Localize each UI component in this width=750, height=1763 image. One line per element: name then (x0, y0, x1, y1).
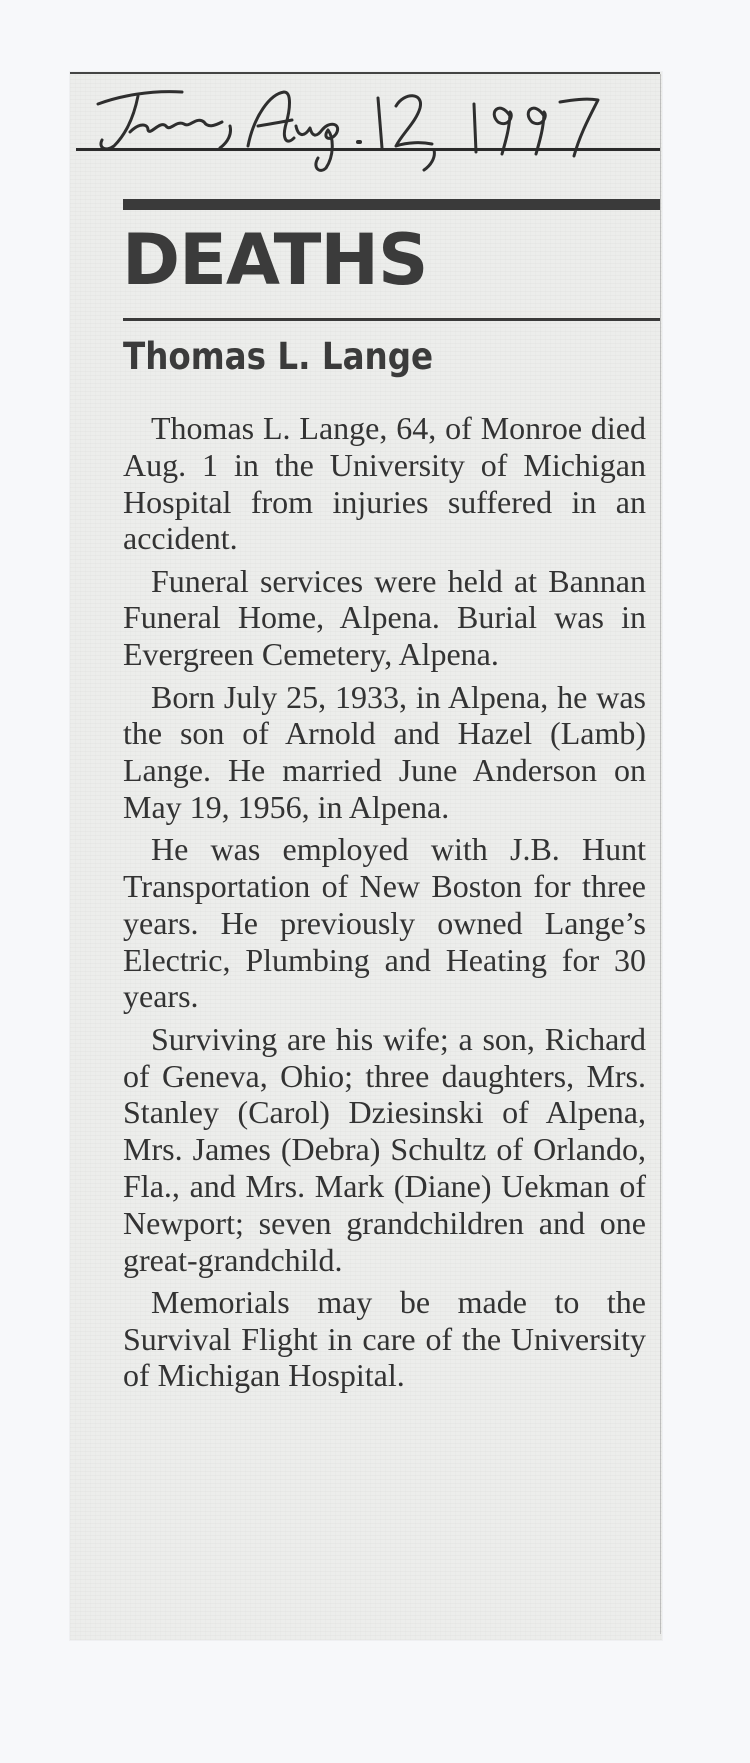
date-underline (76, 148, 660, 151)
heading-rule-bottom (123, 318, 660, 321)
obituary-paragraph-death: Thomas L. Lange, 64, of Monroe died Aug. 1 in the University of Michigan Hospital from injuries suffered in an accident. (123, 410, 646, 557)
clipping-right-edge (660, 74, 661, 1634)
obituary-paragraph-career: He was employed with J.B. Hunt Transportation of New Boston for three years. He previously owned Lange’s Electric, Plumbing and Heating for 30 years. (123, 831, 646, 1015)
handwritten-date-signature (90, 76, 610, 172)
heading-rule-top (123, 199, 660, 210)
section-heading: DEATHS (122, 219, 428, 301)
obituary-name-heading: Thomas L. Lange (123, 335, 434, 378)
obituary-body (123, 410, 646, 1400)
obituary-paragraph-birth: Born July 25, 1933, in Alpena, he was the son of Arnold and Hazel (Lamb) Lange. He married June Anderson on May 19, 1956, in Alpena. (123, 678, 646, 825)
obituary-paragraph-memorials: Memorials may be made to the Survival Flight in care of the University of Michigan Hospital. (123, 1283, 646, 1394)
obituary-paragraph-funeral: Funeral services were held at Bannan Funeral Home, Alpena. Burial was in Evergreen Cemetery, Alpena. (123, 562, 646, 673)
clipping-top-edge (70, 72, 660, 74)
obituary-paragraph-survivors: Surviving are his wife; a son, Richard of Geneva, Ohio; three daughters, Mrs. Stanley (Carol) Dziesinski of Alpena, Mrs. James (Debra) Schultz of Orlando, Fla., and Mrs. Mark (Diane) Uekman of Newport; seven grandchildren and one great-grandchild. (123, 1020, 646, 1278)
